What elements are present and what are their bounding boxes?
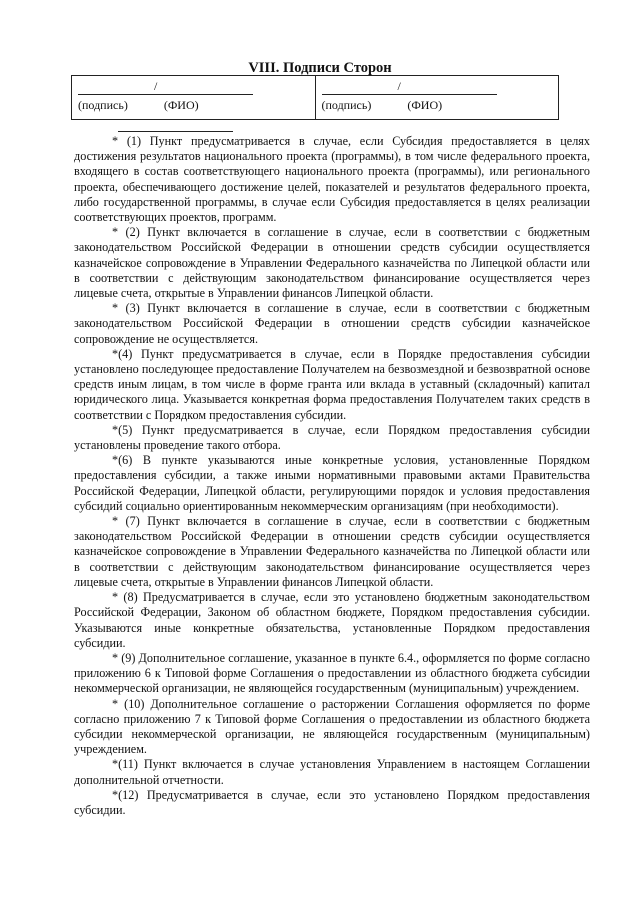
signature-line	[322, 94, 497, 95]
footnote-5: *(5) Пункт предусматривается в случае, если Порядком предоставления субсидии установлены проведение такого отбора.	[74, 422, 590, 453]
footnotes	[74, 134, 590, 818]
section-title: VIII. Подписи Сторон	[248, 60, 392, 76]
signature-label: (подпись)	[78, 98, 128, 112]
signature-cell-right	[315, 76, 559, 119]
signature-table	[71, 75, 559, 120]
name-label: (ФИО)	[163, 98, 199, 112]
footnote-11: *(11) Пункт включается в случае установления Управлением в настоящем Соглашении дополнительной отчетности.	[74, 757, 590, 787]
footnote-10: * (10) Дополнительное соглашение о расторжении Соглашения оформляется по форме согласно приложению 7 к Типовой форме Соглашения о предоставлении из областного бюджета субсидии некоммерческой организации, не являющейся государственным (муниципальным) учреждением.	[74, 696, 590, 757]
footnote-7: * (7) Пункт включается в соглашение в случае, если в соответствии с бюджетным законодательством Российской Федерации в отношении средств субсидии осуществляется казначейское сопровождение в Управлении Федерального казначейства по Липецкой области или в соответствии с действующим законодательством финансирование осуществляется через лицевые счета, открытые в Управлении финансов Липецкой области.	[74, 514, 590, 589]
footnote-8: * (8) Предусматривается в случае, если это установлено бюджетным законодательством Российской Федерации, Законом об областном бюджете, Порядком предоставления субсидии. Указываются иные конкретные обязательства, установленные Порядком предоставления субсидии.	[74, 590, 590, 650]
signature-labels	[78, 98, 199, 113]
footnote-1: * (1) Пункт предусматривается в случае, если Субсидия предоставляется в целях достижения результатов национального проекта (программы), в том числе федерального проекта, входящего в состав соответствующего национального проекта (программы), или регионального проекта, обеспечивающего достижение целей, показателей и результатов федерального проекта, либо государственной программы, в случае если Субсидия предоставляется в целях реализации соответствующих проектов, программ.	[74, 134, 590, 225]
signature-cell-left	[72, 76, 315, 119]
footnote-4: *(4) Пункт предусматривается в случае, если в Порядке предоставления субсидии установлено последующее предоставление Получателем на безвозмездной и безвозвратной основе средств иным лицам, в том числе в форме гранта или вклада в уставный (складочный) капитал юридического лица. Указывается конкретная форма предоставления Получателем таких средств в соответствии с Порядком предоставления субсидии.	[74, 346, 590, 422]
footnote-12: *(12) Предусматривается в случае, если это установлено Порядком предоставления субсидии.	[74, 787, 590, 817]
footnote-9: * (9) Дополнительное соглашение, указанное в пункте 6.4., оформляется по форме согласно приложению 6 к Типовой форме Соглашения о предоставлении из областного бюджета субсидии некоммерческой организации, не являющейся государственным (муниципальным) учреждением.	[74, 650, 590, 696]
signature-slash: /	[397, 79, 401, 93]
footnote-6: *(6) В пункте указываются иные конкретные условия, установленные Порядком предоставления субсидии, а также иными нормативными правовыми актами Правительства Российской Федерации, Липецкой области, регулирующими порядок и условия предоставления субсидий социально ориентированным некоммерческим организациям (при необходимости).	[74, 453, 590, 513]
footnote-2: * (2) Пункт включается в соглашение в случае, если в соответствии с бюджетным законодательством Российской Федерации в отношении средств субсидии осуществляется казначейское сопровождение в Управлении Федерального казначейства по Липецкой области или в соответствии с действующим законодательством финансирование осуществляется через лицевые счета, открытые в Управлении финансов Липецкой области.	[74, 225, 590, 301]
footnote-separator	[118, 131, 233, 132]
signature-labels	[322, 98, 443, 113]
signature-label: (подпись)	[321, 98, 372, 112]
signature-slash: /	[154, 79, 158, 93]
signature-line	[78, 94, 253, 95]
name-label: (ФИО)	[407, 98, 443, 112]
footnote-3: * (3) Пункт включается в соглашение в случае, если в соответствии с бюджетным законодательством Российской Федерации в отношении средств субсидии казначейское сопровождение не осуществляется.	[74, 301, 590, 346]
